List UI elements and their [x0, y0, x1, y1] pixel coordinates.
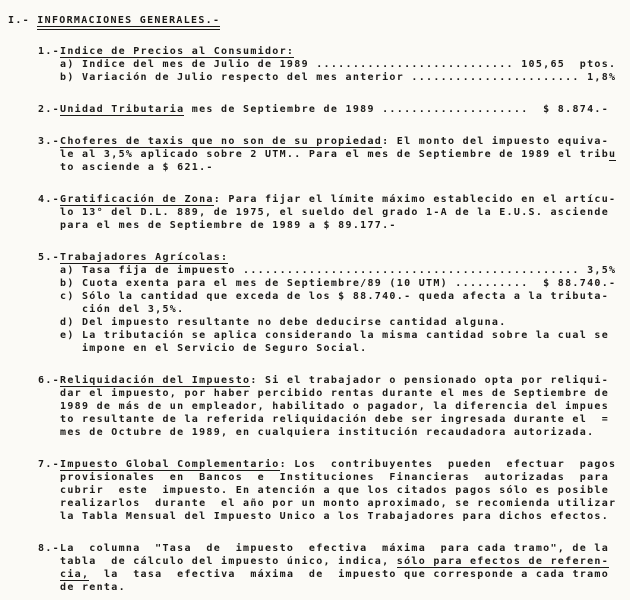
- item-line: cubrir este impuesto. En atención a que los citados pagos sólo es posible: [60, 485, 610, 496]
- item-heading: Gratificación de Zona: [60, 194, 214, 205]
- item-body: [60, 458, 630, 523]
- list-item-6: [8, 374, 630, 439]
- item-line: ción del 3,5%.: [60, 304, 185, 315]
- item-text: le al 3,5% aplicado sobre 2 UTM.. Para el mes de Septiembre de 1989 el trib: [60, 149, 610, 160]
- list-item-1: [8, 45, 630, 84]
- item-heading: Impuesto Global Complementario: [60, 459, 280, 470]
- item-line: realizarlos durante el año por un monto aproximado, se recomienda utilizar: [60, 498, 617, 509]
- list-item-2: [8, 103, 630, 116]
- item-line: to asciende a $ 621.-: [60, 162, 214, 173]
- item-line: b) Variación de Julio respecto del mes anterior ....................... 1,8%: [60, 72, 617, 83]
- item-text: : Si el trabajador o pensionado opta por reliqui-: [250, 375, 610, 386]
- list-item-5: [8, 251, 630, 355]
- item-heading: Choferes de taxis que no son de su propiedad: [60, 136, 383, 147]
- item-text: : El monto del impuesto equiva-: [382, 136, 610, 147]
- document-title: [8, 14, 630, 27]
- item-body: [60, 542, 630, 594]
- item-text: tabla de cálculo del impuesto único, indica,: [60, 556, 397, 567]
- item-line: [60, 148, 630, 161]
- item-line: to resultante de la referida reliquidación debe ser ingresada durante el =: [60, 414, 610, 425]
- item-number: 7.-: [38, 459, 60, 470]
- item-line: mes de Octubre de 1989, en cualquiera institución recaudadora autorizada.: [60, 427, 595, 438]
- item-line: c) Sólo la cantidad que exceda de los $ 88.740.- queda afecta a la tributa-: [60, 291, 610, 302]
- item-body: [60, 193, 630, 232]
- item-heading-line: [60, 103, 630, 116]
- item-line: 1989 de más de un empleador, habilitado o pagador, la diferencia del impues: [60, 401, 610, 412]
- list-item-4: [8, 193, 630, 232]
- item-heading-line: [60, 135, 630, 148]
- item-number: 5.-: [38, 252, 60, 263]
- item-heading: Indice de Precios al Consumidor:: [60, 46, 295, 57]
- item-body: [60, 135, 630, 174]
- item-heading-line: [60, 193, 630, 206]
- item-line: la Tabla Mensual del Impuesto Unico a los Trabajadores para dichos efectos.: [60, 511, 610, 522]
- item-heading-line: [60, 251, 630, 264]
- item-heading-line: [60, 45, 630, 58]
- list-item-3: [8, 135, 630, 174]
- item-body: [60, 251, 630, 355]
- item-text: mes de Septiembre de 1989 .................... $ 8.874.-: [184, 104, 610, 115]
- item-line: a) Tasa fija de impuesto .............................................. 3,5%: [60, 265, 617, 276]
- item-body: [60, 45, 630, 84]
- item-body: [60, 103, 630, 116]
- item-number: 6.-: [38, 375, 60, 386]
- item-line: dar el impuesto, por haber percibido rentas durante el mes de Septiembre de: [60, 388, 610, 399]
- list-item-8: [8, 542, 630, 594]
- title-text: INFORMACIONES GENERALES.-: [37, 15, 220, 30]
- title-number: I.-: [8, 15, 38, 26]
- item-line: para el mes de Septiembre de 1989 a $ 89.177.-: [60, 220, 397, 231]
- item-heading-line: [60, 374, 630, 387]
- item-body: [60, 374, 630, 439]
- item-line: a) Indice del mes de Julio de 1989 ........................... 105,65 ptos.: [60, 59, 617, 70]
- item-heading: Unidad Tributaria: [60, 104, 185, 115]
- item-number: 4.-: [38, 194, 60, 205]
- item-number: 3.-: [38, 136, 60, 147]
- item-heading-line: [60, 458, 630, 471]
- item-line: d) Del impuesto resultante no debe deducirse cantidad alguna.: [60, 317, 507, 328]
- item-line: e) La tributación se aplica considerando la misma cantidad sobre la cual se: [60, 330, 610, 341]
- list-item-7: [8, 458, 630, 523]
- item-line: [60, 555, 630, 568]
- item-number: 2.-: [38, 104, 60, 115]
- item-number: 1.-: [38, 46, 60, 57]
- item-line: lo 13° del D.L. 889, de 1975, el sueldo del grado 1-A de la E.U.S. asciende: [60, 207, 610, 218]
- item-line: La columna "Tasa de impuesto efectiva máxima para cada tramo", de la: [60, 543, 610, 554]
- item-heading: Reliquidación del Impuesto: [60, 375, 251, 386]
- item-text-underlined: cia,: [60, 569, 90, 580]
- item-line: impone en el Servicio de Seguro Social.: [60, 343, 368, 354]
- item-text-underlined: sólo para efectos de referen-: [396, 556, 610, 567]
- item-line: [60, 568, 630, 581]
- item-text: : Para fijar el límite máximo establecido en el artícu-: [213, 194, 617, 205]
- item-continuation-mark: u: [609, 149, 617, 160]
- item-line: de renta.: [60, 582, 126, 593]
- item-number: 8.-: [38, 543, 60, 554]
- item-text: la tasa efectiva máxima de impuesto que corresponde a cada tramo: [89, 569, 610, 580]
- item-text: : Los contribuyentes pueden efectuar pagos: [279, 459, 617, 470]
- item-line: b) Cuota exenta para el mes de Septiembre/89 (10 UTM) .......... $ 88.740.-: [60, 278, 617, 289]
- item-heading: Trabajadores Agrícolas:: [60, 252, 229, 263]
- item-line: provisionales en Bancos e Instituciones Financieras autorizadas para: [60, 472, 610, 483]
